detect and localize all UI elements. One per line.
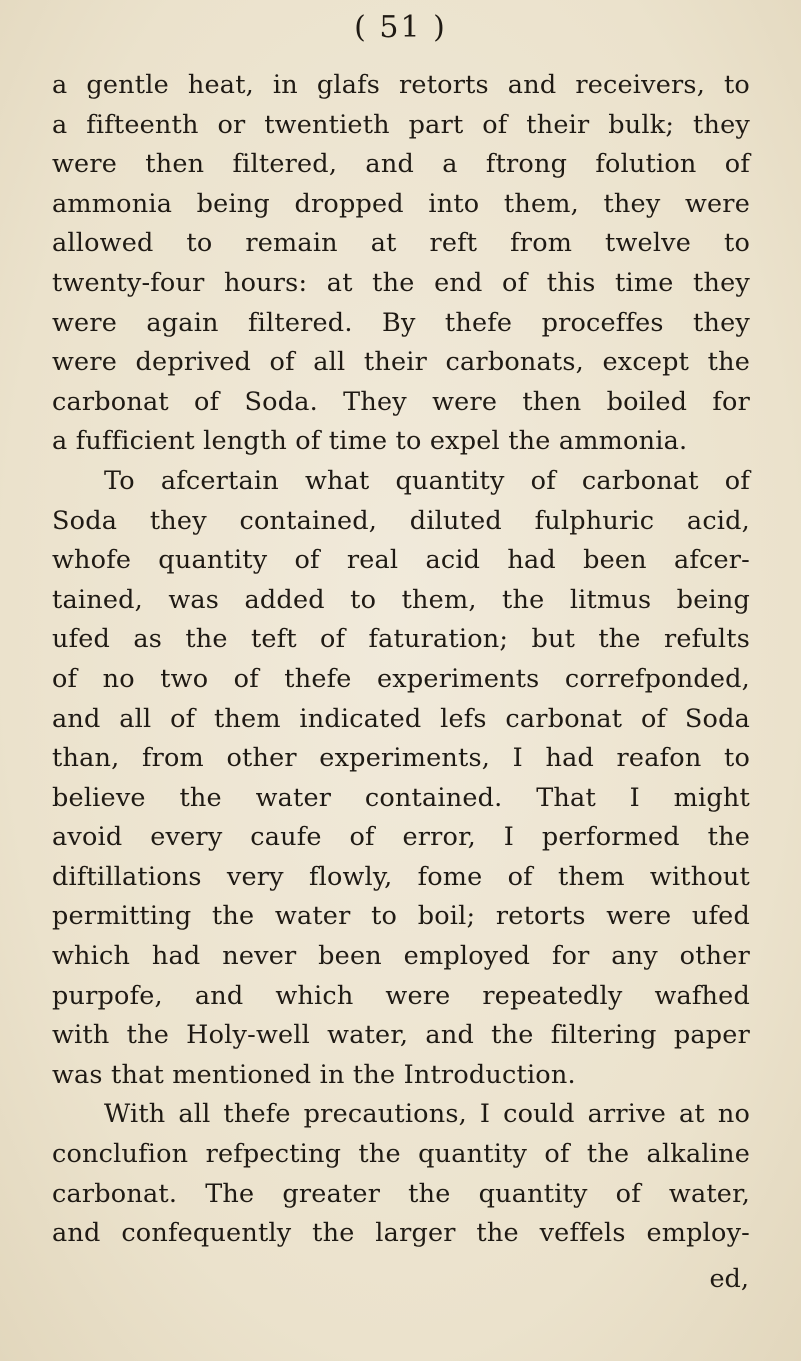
text-line: ammonia being dropped into them, they were bbox=[52, 188, 750, 219]
paragraph-start-line: With all thefe precautions, I could arrive at no bbox=[104, 1099, 750, 1130]
text-line: a fufficient length of time to expel the ammonia. bbox=[52, 426, 688, 457]
body-text bbox=[52, 66, 750, 1254]
page-number-header: ( 51 ) bbox=[354, 10, 447, 45]
text-line: tained, was added to them, the litmus being bbox=[52, 584, 750, 615]
text-line: were deprived of all their carbonats, except the bbox=[52, 347, 750, 378]
text-line: purpofe, and which were repeatedly wafhed bbox=[52, 980, 750, 1011]
text-line: carbonat of Soda. They were then boiled for bbox=[52, 386, 750, 417]
text-line: avoid every caufe of error, I performed the bbox=[52, 822, 750, 853]
text-line: and all of them indicated lefs carbonat of Soda bbox=[52, 703, 750, 734]
text-line: were again filtered. By thefe proceffes they bbox=[52, 307, 750, 338]
text-line: carbonat. The greater the quantity of water, bbox=[52, 1178, 750, 1209]
text-line: allowed to remain at reft from twelve to bbox=[52, 228, 750, 259]
text-line: twenty-four hours: at the end of this time they bbox=[52, 267, 750, 298]
text-line: Soda they contained, diluted fulphuric acid, bbox=[52, 505, 750, 536]
paragraph-start-line: To afcertain what quantity of carbonat of bbox=[104, 465, 750, 496]
text-line: than, from other experiments, I had reafon to bbox=[52, 743, 750, 774]
text-line: and confequently the larger the veffels employ- bbox=[52, 1218, 750, 1249]
text-line: was that mentioned in the Introduction. bbox=[52, 1059, 576, 1090]
text-line: which had never been employed for any other bbox=[52, 941, 750, 972]
text-line: diftillations very flowly, fome of them without bbox=[52, 861, 750, 892]
catchword: ed, bbox=[709, 1264, 749, 1294]
text-line: of no two of thefe experiments correfponded, bbox=[52, 663, 750, 694]
text-line: were then filtered, and a ftrong folution of bbox=[52, 149, 750, 180]
text-line: ufed as the teft of faturation; but the refults bbox=[52, 624, 750, 655]
text-line: whofe quantity of real acid had been afcer- bbox=[52, 545, 750, 576]
text-line: a fifteenth or twentieth part of their bulk; they bbox=[52, 109, 750, 140]
text-line: with the Holy-well water, and the filtering paper bbox=[52, 1020, 750, 1051]
text-line: conclufion refpecting the quantity of the alkaline bbox=[52, 1139, 750, 1170]
text-line: believe the water contained. That I might bbox=[52, 782, 750, 813]
text-line: permitting the water to boil; retorts were ufed bbox=[52, 901, 750, 932]
text-line: a gentle heat, in glafs retorts and receivers, to bbox=[52, 70, 750, 100]
